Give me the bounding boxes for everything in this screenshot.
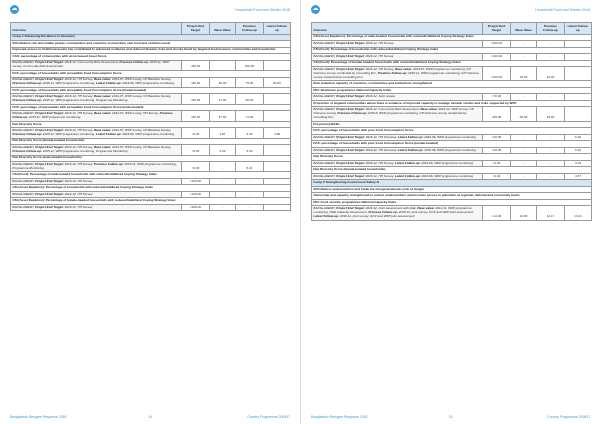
location: BANGLADESH, [313, 40, 336, 45]
target-source: 2016.12, HH Survey, [64, 94, 94, 99]
outcome-text: Diet Diversity Score [312, 154, 592, 161]
latest-value [565, 67, 592, 81]
footer-right: Country Programme 200817 [247, 415, 290, 419]
table-row [11, 145, 291, 155]
target-source: 2016.12, HH Survey, [365, 173, 395, 178]
source-3: 2015.10, joint survey, GOV and WFP joint assessment, [398, 209, 475, 214]
location: BANGLADESH, [12, 161, 35, 166]
target-source: 2016.12, HH Survey, [64, 161, 94, 166]
base-value: - [511, 160, 537, 167]
target-label: Project End Target: [35, 178, 64, 183]
previous-value: - [537, 54, 565, 61]
target-label: Project End Target: [336, 40, 365, 45]
previous-value: 66.20 [236, 94, 264, 104]
location: BANGLADESH, [313, 206, 336, 211]
latest-value [565, 107, 592, 121]
base-value: 4.69 [210, 145, 236, 155]
target-value: =100.00 [483, 67, 511, 81]
target-label: Project End Target: [336, 134, 365, 139]
outcome-text: Diet Diversity Score (female-headed households) [11, 138, 291, 145]
previous-value: - [236, 178, 264, 185]
label-2: Previous Follow-up: [12, 111, 173, 120]
target-value: >80.00 [182, 77, 210, 87]
target-value: >14.00 [483, 206, 511, 220]
col-latest: Latest Follow-up [264, 23, 291, 35]
outcome-text: FCS: percentage of households with acceptable Food Consumption Score [11, 71, 291, 78]
outcome-text: NCI: Food security programmes National Capacity Index [312, 199, 592, 206]
page-header: Household Food and Shelter 2018 [535, 8, 590, 12]
target-label: Project End Target: [35, 111, 64, 116]
base-value: 10.90 [511, 206, 537, 220]
table-row [11, 204, 291, 211]
outcome-text: Ownership and capacity strengthened to reduce undernutrition and increase access to education at regional, national and community levels [312, 193, 592, 200]
detail-cell [11, 128, 182, 138]
outcome-text: CSI (Asset Depletion): Percentage of female-headed households with reduced/stabilized Coping Strategy Index [11, 198, 291, 205]
target-value: >4.00 [483, 160, 511, 167]
source-2: 2015.11, WFP survey, Community Risk Assessment [12, 60, 170, 69]
source-2: 2014.12, WFP survey, CP Outcome survey, [313, 107, 474, 116]
target-label: Project End Target: [336, 53, 365, 58]
detail-cell [11, 162, 182, 172]
location: BANGLADESH, [313, 53, 336, 58]
table-header-row [11, 23, 291, 35]
latest-value [264, 145, 291, 155]
target-source: 2016.12, HH Interview, [365, 134, 397, 139]
detail-cell [11, 94, 182, 104]
latest-value: 82.00 [264, 77, 291, 87]
detail-cell [312, 107, 483, 121]
col-target: Project End Target [483, 23, 511, 35]
location: BANGLADESH, [313, 173, 336, 178]
target-value: <20.00 [483, 147, 511, 154]
target-label: Project End Target: [336, 66, 365, 71]
outcome-text: Diet Diversity Score (female-headed households) [312, 167, 592, 174]
target-label: Project End Target: [35, 204, 64, 209]
base-value: - [511, 173, 537, 180]
outcome-text: CSI (Asset Depletion): Percentage of households with reduced/stabilized Coping Strategy Index [11, 185, 291, 192]
location: BANGLADESH, [12, 94, 35, 99]
target-value: >4.00 [483, 173, 511, 180]
target-value: >80.00 [182, 60, 210, 70]
label-3: Latest Follow-up: [313, 213, 339, 218]
source-3: 2015.11, WFP programme monitoring, Programme Monitoring [42, 148, 128, 153]
label-1: Base value: [93, 111, 112, 116]
location: BANGLADESH, [313, 160, 336, 165]
detail-cell [312, 206, 483, 220]
target-source: 2016.12, HH Survey, [64, 77, 94, 82]
location: BANGLADESH, [12, 111, 35, 116]
target-value: >80.00 [182, 111, 210, 121]
label-1: Base value: [394, 66, 413, 71]
base-value: 26.00 [511, 67, 537, 81]
col-outcome: Outcome [312, 23, 483, 35]
previous-value: 100.00 [236, 60, 264, 70]
previous-value: 22.00 [537, 67, 565, 81]
label-2: Previous Follow-up: [368, 209, 398, 214]
source-4: 2016.12, joint survey, GOV and WFP joint assessment [339, 213, 415, 218]
footer-left: Bangladesh Refugee Response 2018 [10, 415, 67, 419]
wfp-logo-icon: ☁ [11, 6, 18, 12]
label-1: Previous Follow-up: [93, 161, 124, 166]
target-label: Project End Target: [336, 147, 365, 152]
target-source: 2016.12, Joint review [365, 94, 395, 99]
location: BANGLADESH, [12, 77, 35, 82]
table-row [11, 77, 291, 87]
target-source: 2016.12, Community Risk Assessment, [64, 60, 119, 65]
table-header-row [312, 23, 592, 35]
latest-value: 13.21 [565, 206, 592, 220]
wfp-logo-icon: ☁ [312, 6, 319, 12]
detail-cell [11, 145, 182, 155]
target-source: 2016.12, HH Survey, [64, 144, 94, 149]
outcome-text: Pre-primary/ECDs [312, 121, 592, 128]
target-source: 2016.12, Community Risk Assessment, [365, 107, 420, 112]
outcome-text: Diet Diversity Score [11, 121, 291, 128]
target-value: =100.00 [182, 204, 210, 211]
previous-value: - [537, 173, 565, 180]
label-1: Base value: [93, 77, 112, 82]
detail-cell [11, 204, 182, 211]
target-value: >80.00 [182, 94, 210, 104]
label-1: Latest Follow-up: [394, 160, 421, 165]
table-row [312, 67, 592, 81]
target-label: Project End Target: [35, 77, 64, 82]
previous-value: 72.00 [236, 111, 264, 121]
source-3: 2015.8, WFP programme monitoring, CP Outcome survey conducted by consulting firm [313, 111, 467, 120]
detail-cell [11, 77, 182, 87]
latest-value [264, 60, 291, 70]
source-4: 2016.06, WFP programme monitoring [122, 131, 175, 136]
label-3: Latest Follow-up: [96, 81, 122, 86]
detail-cell [11, 60, 182, 70]
previous-value: - [537, 94, 565, 101]
table-row [11, 128, 291, 138]
table-row [11, 162, 291, 172]
label-1: Base value: [93, 128, 112, 133]
source-2: 2016.06, WFP programme monitoring [424, 134, 476, 139]
previous-value: 5.00 [236, 145, 264, 155]
base-value: 60.00 [511, 107, 537, 121]
outcome-text: CAS: percentage of communities with an increased Asset Score [11, 54, 291, 61]
target-source: 2016.12, HH Survey [64, 178, 93, 183]
location: BANGLADESH, [313, 147, 336, 152]
target-source: 2016.12, HH Survey, [365, 66, 395, 71]
base-value: - [210, 191, 236, 198]
previous-value: 93.00 [537, 107, 565, 121]
source-2: 2015.11, WFP programme monitoring, Programme Monitoring [12, 161, 177, 170]
latest-value [264, 111, 291, 121]
location: BANGLADESH, [12, 204, 35, 209]
label-2: Previous Follow-up: [377, 70, 408, 75]
table-row [11, 94, 291, 104]
page-header: Household Food and Shelter 2018 [235, 8, 290, 12]
target-source: 2016.12, HH Survey, [64, 128, 94, 133]
target-source: 2016.12, HH Survey [365, 53, 394, 58]
target-label: Project End Target: [35, 60, 64, 65]
col-target: Project End Target [182, 23, 210, 35]
target-label: Project End Target: [336, 94, 365, 99]
label-3: Latest Follow-up: [96, 131, 122, 136]
table-row [11, 111, 291, 121]
source-3: 2015.11, WFP programme monitoring, [42, 81, 96, 86]
base-value: - [511, 54, 537, 61]
outcome-text: Proportion of targeted communities where there is evidence of improved capacity to manage climatic shocks and risks supported by WFP [312, 100, 592, 107]
target-value: >80.00 [483, 107, 511, 121]
detail-cell [312, 67, 483, 81]
col-prev: Previous Follow-up [236, 23, 264, 35]
target-label: Project End Target: [35, 191, 64, 196]
source-2: 2016.06, WFP programme monitoring [421, 173, 474, 178]
target-value: <20.00 [483, 134, 511, 141]
target-source: 2016.12, HH Survey [64, 191, 93, 196]
target-source: 2016.12, HH Survey [365, 40, 394, 45]
base-value: - [210, 60, 236, 70]
location: BANGLADESH, [313, 134, 336, 139]
target-label: Project End Target: [336, 173, 365, 178]
outcome-text: FCS: percentage of households with poor Food Consumption Score [312, 128, 592, 135]
label-2: Previous Follow-up: [337, 111, 367, 116]
previous-value: 5.20 [236, 128, 264, 138]
source-2: 2012.11, WFP programme monitoring, NSD Capacity Assessment, [313, 206, 472, 214]
source-2: 2014.07, WFP survey, CP Baseline Survey, [112, 94, 172, 99]
label-1: Base value: [420, 107, 438, 112]
latest-value [264, 94, 291, 104]
target-value: =100.00 [483, 41, 511, 48]
target-value: >5.00 [182, 162, 210, 172]
outcome-text: FCS: percentage of households with acceptable Food Consumption Score (male-headed) [11, 104, 291, 111]
outcome-text: Risk reduction capacity of countries, communities and institutions strengthened [312, 81, 592, 88]
location: BANGLADESH, [12, 128, 35, 133]
location: BANGLADESH, [12, 178, 35, 183]
target-label: Project End Target: [35, 144, 64, 149]
label-2: Previous Follow-up: [12, 131, 42, 136]
outcome-text: CSI (Food): Percentage of male-headed households with reduced/stabilized Coping Strategy Index [11, 172, 291, 179]
label-1: Latest Follow-up: [394, 173, 421, 178]
page-number: 15 [448, 415, 453, 419]
base-value: - [511, 41, 537, 48]
target-label: Project End Target: [35, 128, 64, 133]
latest-value [264, 162, 291, 172]
source-3: 2015.11, WFP programme monitoring, CP Outcome survey conducted by consulting firm [313, 70, 479, 79]
source-2: 2014.07, WFP programme monitoring, CP Outcome survey conducted by consulting firm, [313, 66, 471, 75]
label-1: Latest Follow-up: [397, 147, 424, 152]
source-4: 2016.06, WFP programme monitoring [122, 81, 175, 86]
target-value: =100.00 [182, 191, 210, 198]
location: BANGLADESH, [313, 107, 336, 112]
previous-value: - [537, 160, 565, 167]
col-latest: Latest Follow-up [565, 23, 592, 35]
table-row [11, 60, 291, 70]
outcome-text: SO4 Reduce undernutrition and break the intergenerational cycle of hunger [312, 186, 592, 193]
base-value: 57.00 [210, 111, 236, 121]
target-label: Project End Target: [336, 206, 365, 211]
target-label: Project End Target: [35, 161, 64, 166]
previous-value: - [236, 191, 264, 198]
latest-value: 4.67 [565, 173, 592, 180]
label-1: Base value: [417, 206, 435, 211]
outcomes-table-right [311, 22, 592, 221]
target-value: >5.00 [182, 145, 210, 155]
outcome-text: FCS: percentage of households with acceptable Food Consumption Score (female-headed) [11, 87, 291, 94]
base-value: - [511, 134, 537, 141]
outcome-text: Comp.5 Strengthening Government Safety N [312, 180, 592, 187]
col-prev: Previous Follow-up [537, 23, 565, 35]
label-1: Base value: [93, 94, 112, 99]
footer-right: Country Programme 200817 [547, 415, 590, 419]
source-2: 2016.06, WFP programme monitoring [421, 160, 474, 165]
location: BANGLADESH, [313, 66, 336, 71]
table-row [312, 206, 592, 220]
target-source: 2016.12, HH Survey, [64, 111, 94, 116]
latest-value: 4.79 [565, 160, 592, 167]
previous-value: 5.21 [236, 162, 264, 172]
outcome-text: NCI: Resilience programmes National Capacity Index [312, 87, 592, 94]
outcome-text: CSI (Food): Percentage of female-headed households with reduced/stabilized Coping Strategy Index [312, 60, 592, 67]
base-value: - [210, 178, 236, 185]
target-label: Project End Target: [336, 107, 365, 112]
target-source: 2016.12, HH Interview, [365, 147, 397, 152]
detail-cell [11, 111, 182, 121]
source-2: 2014.07, WFP survey, CP Baseline Survey, [112, 77, 172, 82]
outcomes-table-left [10, 22, 291, 211]
outcome-text: SO4 Reduce risk and enable people, communities and countries to meet their own food and nutrition needs [11, 41, 291, 48]
right-page [300, 0, 600, 424]
page-number: 14 [148, 415, 152, 419]
target-value: >5.00 [182, 128, 210, 138]
source-3: 2015.11, WFP programme monitoring, [42, 131, 96, 136]
latest-value: 6.20 [565, 134, 592, 141]
latest-value [264, 204, 291, 211]
target-value: =100.00 [483, 54, 511, 61]
base-value: - [210, 162, 236, 172]
outcome-text: CSI (Food): Percentage of households with reduced/stabilized Coping Strategy Index [312, 47, 592, 54]
base-value: 27.00 [210, 94, 236, 104]
base-value: - [511, 147, 537, 154]
source-2: 2014.07, WFP survey, CP Baseline Survey, [112, 128, 172, 133]
col-base: Base Value [511, 23, 537, 35]
location: BANGLADESH, [12, 191, 35, 196]
label-1: Previous Follow-up: [119, 60, 149, 65]
outcome-text: FCS: percentage of households with poor Food Consumption Score (female-headed) [312, 141, 592, 148]
base-value: - [511, 94, 537, 101]
target-source: 2016.12, HH Survey, [365, 160, 395, 165]
outcome-text: Improved access to livelihood assets has contributed to enhanced resilience and reduced disaster risks and shocks faced by targeted food-insecure communities and households [11, 47, 291, 54]
location: BANGLADESH, [12, 60, 35, 65]
target-value: =100.00 [182, 178, 210, 185]
previous-value: - [236, 204, 264, 211]
target-source: 2016.12, HH Survey [64, 204, 93, 209]
col-base: Base Value [210, 23, 236, 35]
label-2: Previous Follow-up: [12, 148, 42, 153]
location: BANGLADESH, [313, 94, 336, 99]
label-1: Base value: [93, 144, 112, 149]
outcome-text: Comp.1 Enhancing Resilience to Disasters [11, 34, 291, 41]
source-3: 2015.11, WFP programme monitoring [28, 115, 81, 120]
latest-value: 6.10 [565, 147, 592, 154]
base-value: - [210, 204, 236, 211]
previous-value: 75.00 [236, 77, 264, 87]
table-row [312, 107, 592, 121]
location: BANGLADESH, [12, 144, 35, 149]
source-2: 2016.06, WFP programme monitoring [424, 147, 476, 152]
source-2: 2014.07, WFP survey, CP Baseline Survey, [112, 144, 172, 149]
label-1: Latest Follow-up: [397, 134, 424, 139]
previous-value: - [537, 134, 565, 141]
base-value: 60.00 [210, 77, 236, 87]
previous-value: - [537, 147, 565, 154]
outcome-text: Diet Diversity Score (male-headed households) [11, 155, 291, 162]
footer-left: Bangladesh Refugee Response 2018 [311, 415, 368, 419]
label-2: Previous Follow-up: [12, 81, 42, 86]
target-value: >70.00 [483, 94, 511, 101]
target-label: Project End Target: [336, 160, 365, 165]
outcome-text: CSI (Asset Depletion): Percentage of male-headed households with reduced/stabilized Coping Strategy Index [312, 34, 592, 41]
base-value: 4.87 [210, 128, 236, 138]
label-2: Previous Follow-up: [12, 98, 42, 103]
previous-value: 12.17 [537, 206, 565, 220]
source-2: 2014.07, WFP survey, HH Survey, [112, 111, 159, 116]
col-outcome: Outcome [11, 23, 182, 35]
previous-value: - [537, 41, 565, 48]
latest-value: 4.88 [264, 128, 291, 138]
target-label: Project End Target: [35, 94, 64, 99]
target-source: 2016.12, Joint assessment with DoE, [365, 206, 417, 211]
source-3: 2015.11, WFP programme monitoring, Programme Monitoring [42, 98, 128, 103]
